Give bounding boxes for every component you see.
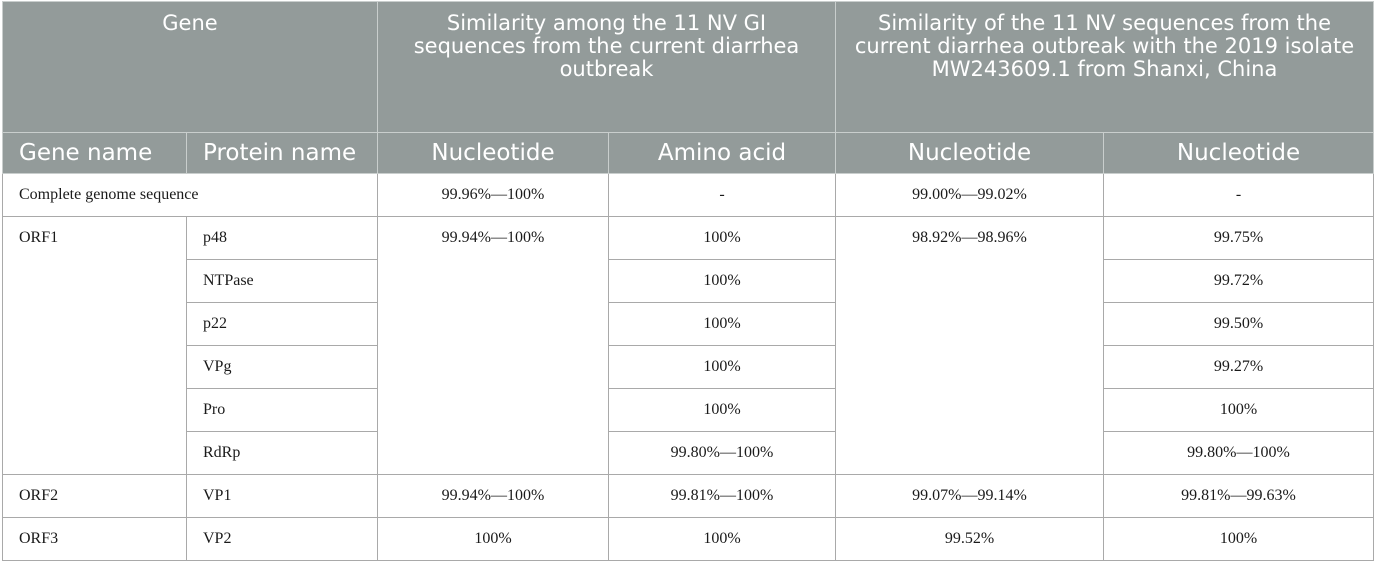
header-amino-acid: Amino acid [609,133,836,174]
cell-orf2-protein: VP1 [187,475,378,518]
header-nucleotide-of-2: Nucleotide [1104,133,1374,174]
cell-orf2-gene: ORF2 [3,475,187,518]
header-row-top [3,2,1374,133]
cell-protein-name: Pro [187,389,378,432]
header-gene: Gene [3,2,378,133]
cell-among-aa: 100% [609,346,836,389]
cell-of-nt2: 99.72% [1104,260,1374,303]
cell-complete-of-nt2: - [1104,174,1374,217]
cell-orf2-of-nt2: 99.81%—99.63% [1104,475,1374,518]
cell-complete-label: Complete genome sequence [3,174,378,217]
header-protein-name: Protein name [187,133,378,174]
table-row [3,389,1374,432]
table-row [3,303,1374,346]
table-row [3,518,1374,561]
cell-orf3-among-nt: 100% [378,518,609,561]
cell-among-aa: 100% [609,260,836,303]
cell-orf3-of-nt2: 100% [1104,518,1374,561]
table-row [3,346,1374,389]
cell-orf3-among-aa: 100% [609,518,836,561]
cell-orf3-of-nt: 99.52% [836,518,1104,561]
table-row [3,475,1374,518]
cell-orf1-among-nt: 99.94%—100% [378,217,609,475]
table-row [3,217,1374,260]
header-similarity-among: Similarity among the 11 NV GI sequences from the current diarrhea outbreak [378,2,836,133]
header-gene-name: Gene name [3,133,187,174]
table-header [3,2,1374,174]
cell-orf2-among-aa: 99.81%—100% [609,475,836,518]
cell-complete-among-aa: - [609,174,836,217]
cell-among-aa: 99.80%—100% [609,432,836,475]
cell-of-nt2: 99.27% [1104,346,1374,389]
cell-of-nt2: 99.50% [1104,303,1374,346]
header-nucleotide-among: Nucleotide [378,133,609,174]
cell-orf3-gene: ORF3 [3,518,187,561]
cell-of-nt2: 100% [1104,389,1374,432]
cell-protein-name: RdRp [187,432,378,475]
cell-among-aa: 100% [609,217,836,260]
cell-protein-name: p48 [187,217,378,260]
cell-among-aa: 100% [609,389,836,432]
cell-among-aa: 100% [609,303,836,346]
header-similarity-of: Similarity of the 11 NV sequences from the current diarrhea outbreak with the 2019 isolate MW243609.1 from Shanxi, China [836,2,1374,133]
cell-of-nt2: 99.75% [1104,217,1374,260]
cell-orf3-protein: VP2 [187,518,378,561]
table-row [3,174,1374,217]
header-nucleotide-of: Nucleotide [836,133,1104,174]
table-row [3,260,1374,303]
cell-orf2-among-nt: 99.94%—100% [378,475,609,518]
cell-protein-name: NTPase [187,260,378,303]
cell-orf2-of-nt: 99.07%—99.14% [836,475,1104,518]
cell-complete-of-nt: 99.00%—99.02% [836,174,1104,217]
cell-protein-name: p22 [187,303,378,346]
cell-of-nt2: 99.80%—100% [1104,432,1374,475]
cell-orf1-of-nt: 98.92%—98.96% [836,217,1104,475]
cell-protein-name: VPg [187,346,378,389]
header-row-sub [3,133,1374,174]
cell-complete-among-nt: 99.96%—100% [378,174,609,217]
similarity-table [2,1,1374,561]
cell-orf1-gene: ORF1 [3,217,187,475]
table-row [3,432,1374,475]
table-body [3,174,1374,561]
